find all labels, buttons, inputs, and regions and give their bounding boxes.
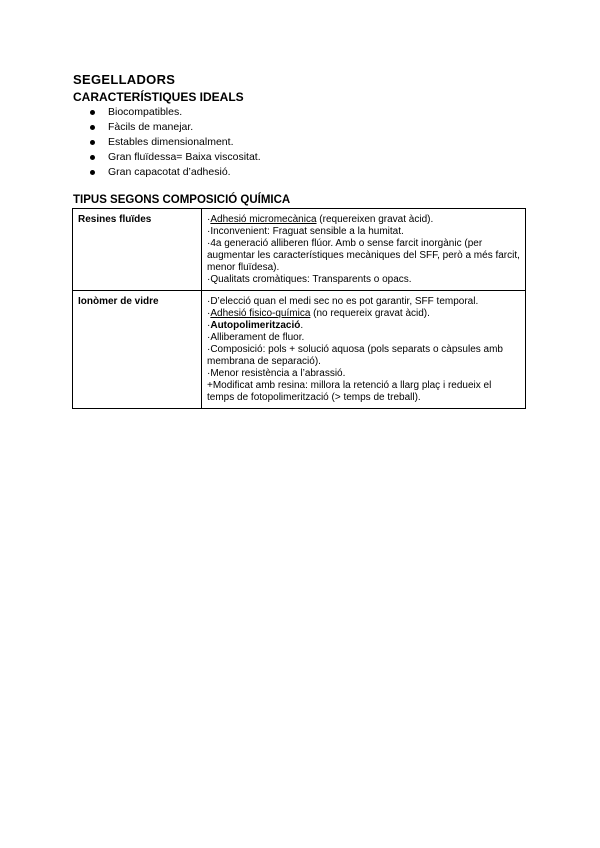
underlined-term: Adhesió micromecànica bbox=[210, 214, 317, 225]
sealant-types-table bbox=[72, 208, 526, 409]
description-line: ·Alliberament de fluor. bbox=[207, 332, 305, 343]
type-name-cell: Ionòmer de vidre bbox=[73, 291, 202, 409]
description-line: ·Adhesió micromecànica (requereixen gravat àcid). bbox=[207, 214, 434, 225]
underlined-term: Adhesió fisico-química bbox=[210, 308, 311, 319]
types-heading: TIPUS SEGONS COMPOSICIÓ QUÍMICA bbox=[73, 194, 291, 206]
type-name-cell: Resines fluïdes bbox=[73, 209, 202, 291]
list-item: Estables dimensionalment. bbox=[88, 135, 261, 150]
description-line: +Modificat amb resina: millora la retenció a llarg plaç i redueix el temps de fotopolimerització (> temps de treball). bbox=[207, 380, 492, 403]
description-line: ·4a generació alliberen flúor. Amb o sense farcit inorgànic (per augmentar les característiques mecàniques del SFF, però a més farcit, menor fluïdesa). bbox=[207, 238, 520, 273]
table-row bbox=[73, 291, 526, 409]
type-description-cell bbox=[202, 209, 526, 291]
table-row bbox=[73, 209, 526, 291]
type-description-cell bbox=[202, 291, 526, 409]
bold-term: Autopolimerització bbox=[210, 320, 301, 331]
ideal-characteristics-heading: CARACTERÍSTIQUES IDEALS bbox=[73, 90, 244, 104]
list-item: Biocompatibles. bbox=[88, 105, 261, 120]
list-item: Gran capacotat d’adhesió. bbox=[88, 165, 261, 180]
description-line: ·Qualitats cromàtiques: Transparents o opacs. bbox=[207, 274, 412, 285]
description-line: ·Inconvenient: Fraguat sensible a la humitat. bbox=[207, 226, 404, 237]
description-line: ·Menor resistència a l’abrassió. bbox=[207, 368, 346, 379]
document-title: SEGELLADORS bbox=[73, 72, 176, 87]
description-line: ·Autopolimerització. bbox=[207, 320, 304, 331]
description-line: ·Composició: pols + solució aquosa (pols separats o càpsules amb membrana de separació). bbox=[207, 344, 503, 367]
ideal-characteristics-list bbox=[88, 105, 261, 180]
description-line: ·D’elecció quan el medi sec no es pot garantir, SFF temporal. bbox=[207, 296, 479, 307]
list-item: Fàcils de manejar. bbox=[88, 120, 261, 135]
description-line: ·Adhesió fisico-química (no requereix gravat àcid). bbox=[207, 308, 430, 319]
list-item: Gran fluïdessa= Baixa viscositat. bbox=[88, 150, 261, 165]
